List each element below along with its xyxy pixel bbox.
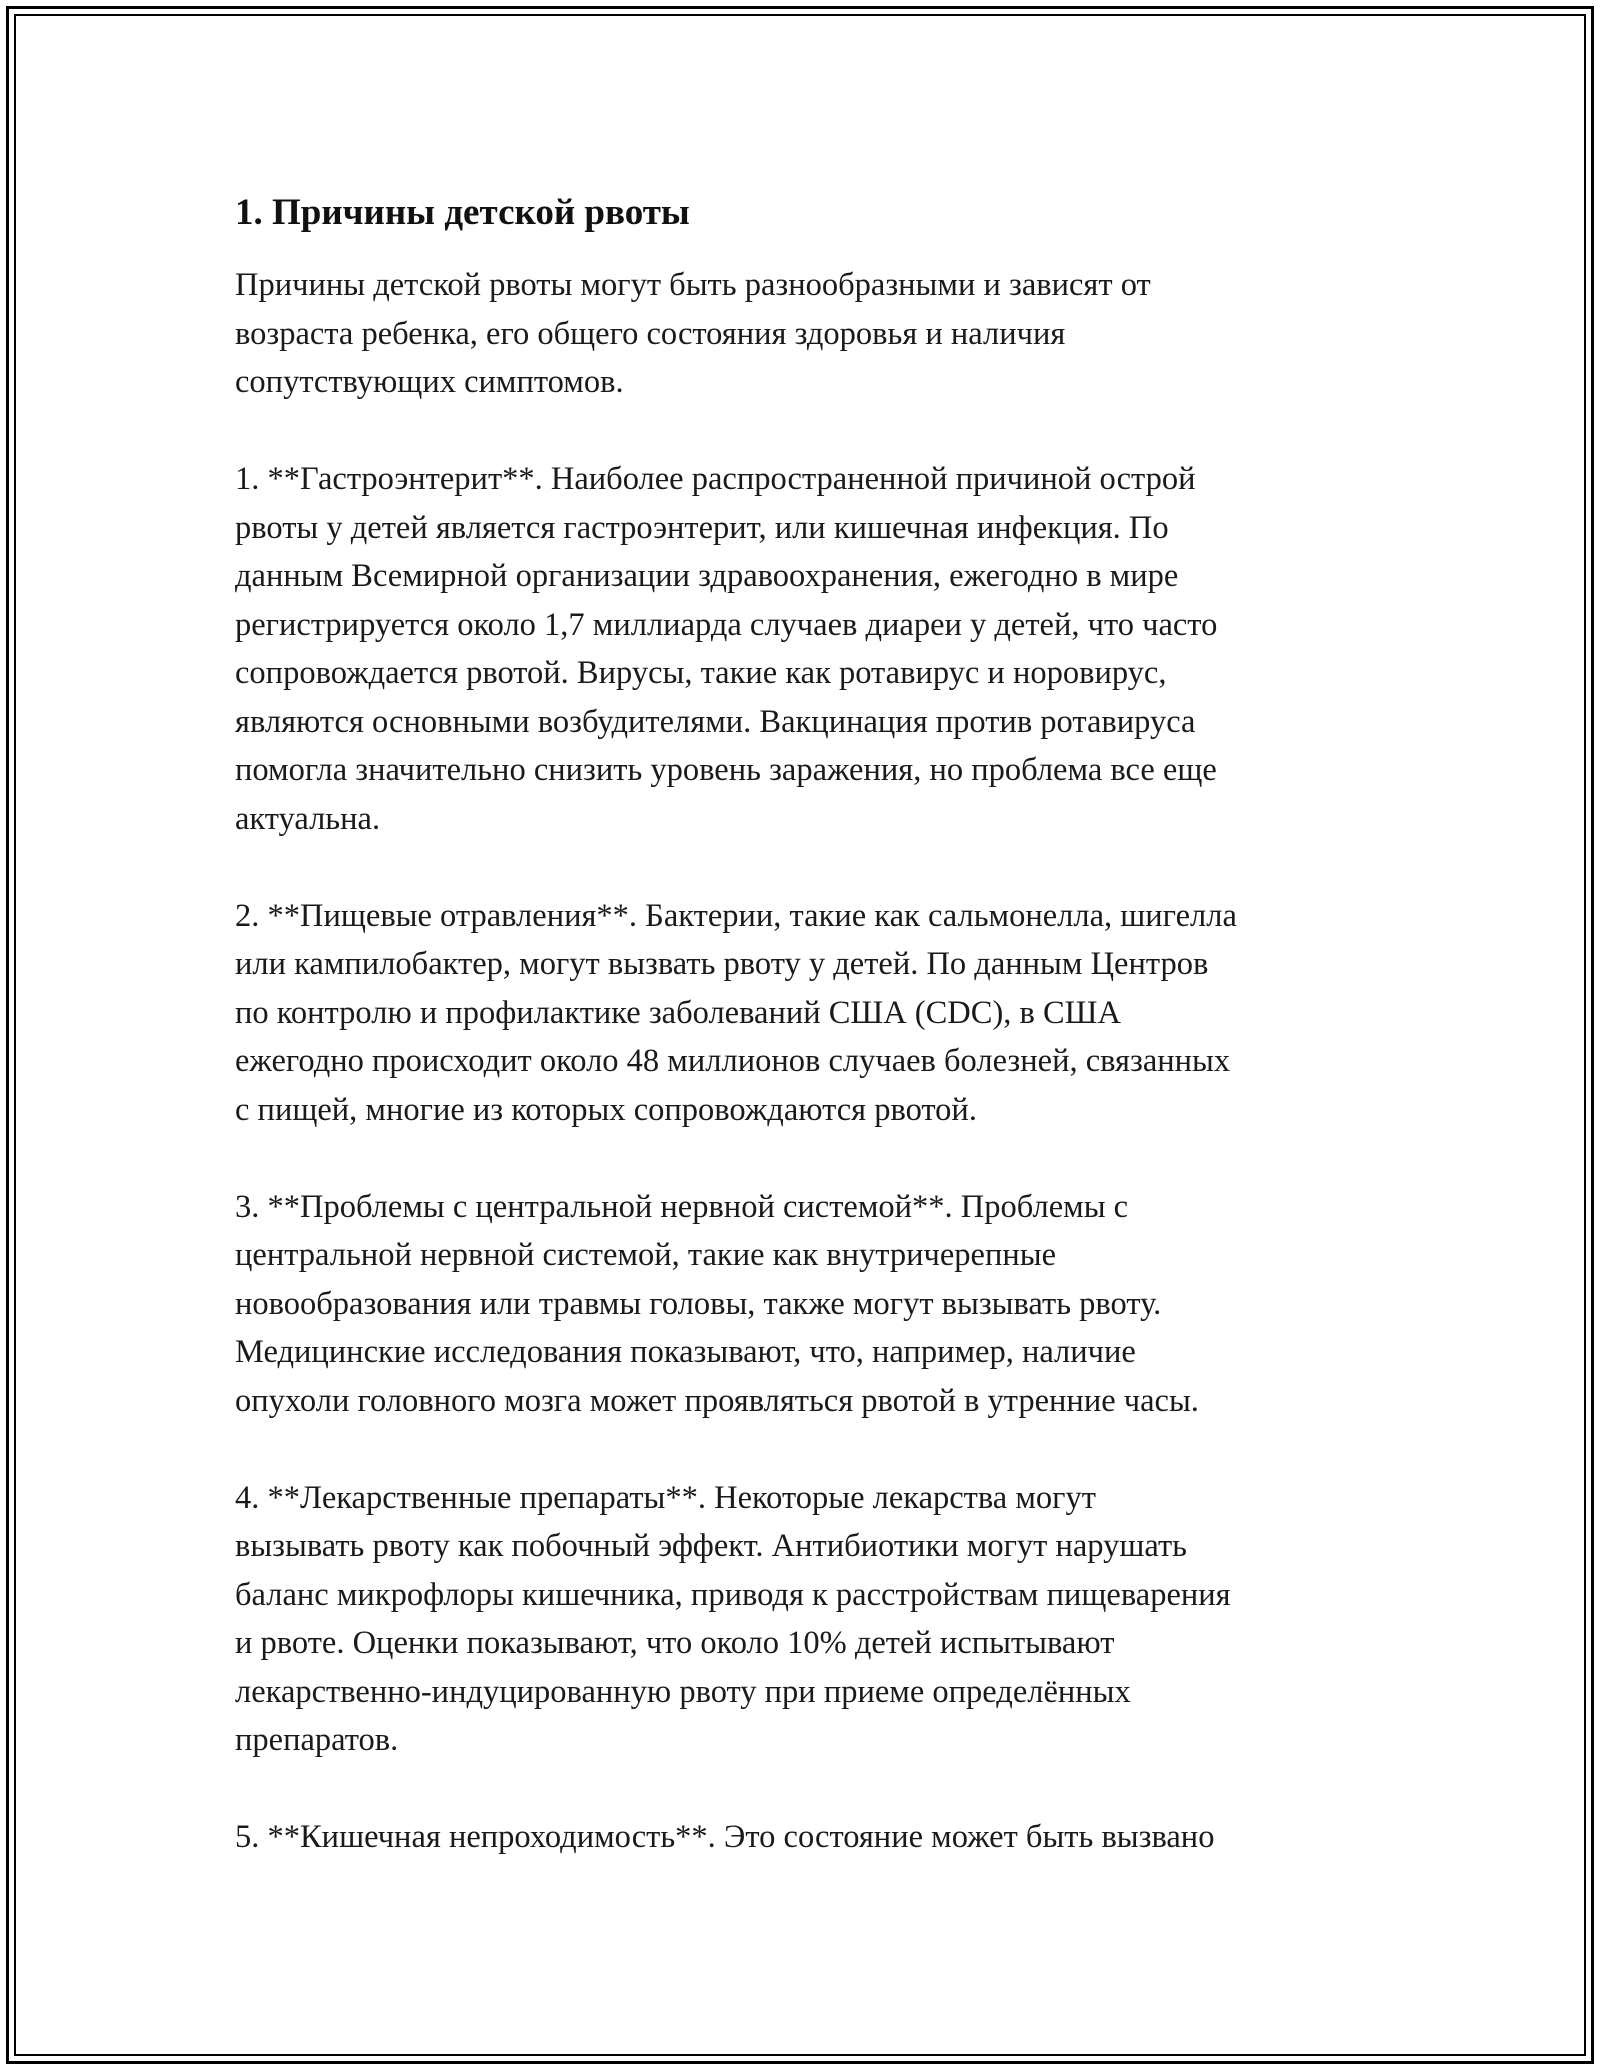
cause-food-poisoning-paragraph: 2. **Пищевые отравления**. Бактерии, такие как сальмонелла, шигелла или кампилобактер, могут вызвать рвоту у детей. По данным Центров по контролю и профилактике заболеваний США (CDC), в США ежегодно происходит около 48 миллионов случаев болезней, связанных с пищей, многие из которых сопровождаются рвотой. — [235, 897, 1237, 1128]
intro-paragraph: Причины детской рвоты могут быть разнообразными и зависят от возраста ребенка, его общего состояния здоровья и наличия сопутствующих симптомов. — [235, 267, 1151, 400]
section-heading: 1. Причины детской рвоты — [235, 192, 690, 233]
document-body — [235, 185, 1395, 1910]
cause-cns-problems-paragraph: 3. **Проблемы с центральной нервной системой**. Проблемы с центральной нервной системой, такие как внутричерепные новообразования или травмы головы, также могут вызывать рвоту. Медицинские исследования показывают, что, например, наличие опухоли головного мозга может проявляться рвотой в утренние часы. — [235, 1188, 1199, 1419]
cause-gastroenteritis-paragraph: 1. **Гастроэнтерит**. Наиболее распространенной причиной острой рвоты у детей является гастроэнтерит, или кишечная инфекция. По данным Всемирной организации здравоохранения, ежегодно в мире регистрируется около 1,7 миллиарда случаев диареи у детей, что часто сопровождается рвотой. Вирусы, такие как ротавирус и норовирус, являются основными возбудителями. Вакцинация против ротавируса помогла значительно снизить уровень заражения, но проблема все еще актуальна. — [235, 461, 1218, 837]
cause-intestinal-obstruction-paragraph: 5. **Кишечная непроходимость**. Это состояние может быть вызвано — [235, 1819, 1215, 1855]
cause-medications-paragraph: 4. **Лекарственные препараты**. Некоторые лекарства могут вызывать рвоту как побочный эффект. Антибиотики могут нарушать баланс микрофлоры кишечника, приводя к расстройствам пищеварения и рвоте. Оценки показывают, что около 10% детей испытывают лекарственно-индуцированную рвоту при приеме определённых препаратов. — [235, 1479, 1231, 1758]
